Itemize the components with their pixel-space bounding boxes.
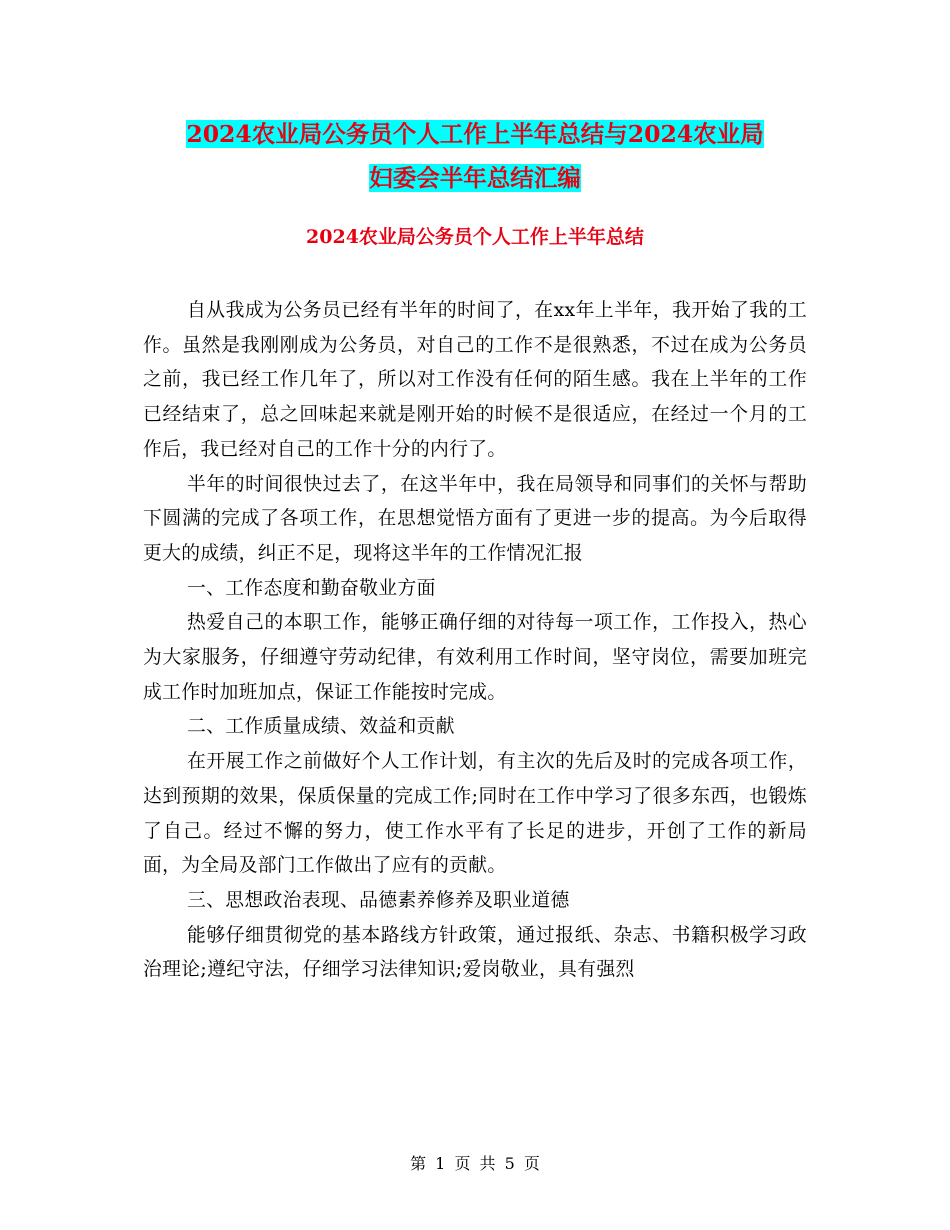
body-paragraph: 自从我成为公务员已经有半年的时间了，在xx年上半年，我开始了我的工作。虽然是我刚刚成为公务员，对自己的工作不是很熟悉，不过在成为公务员之前，我已经工作几年了，所以对工作没有任何的陌生感。我在上半年的工作已经结束了，总之回味起来就是刚开始的时候不是很适应，在经过一个月的工作后，我已经对自己的工作十分的内行了。 xyxy=(143,300,807,460)
section-title: 2024农业局公务员个人工作上半年总结 xyxy=(306,226,644,248)
body-paragraph: 在开展工作之前做好个人工作计划，有主次的先后及时的完成各项工作，达到预期的效果，保质保量的完成工作;同时在工作中学习了很多东西，也锻炼了自己。经过不懈的努力，使工作水平有了长足的进步，开创了工作的新局面，为全局及部门工作做出了应有的贡献。 xyxy=(143,751,807,877)
body-paragraph: 能够仔细贯彻党的基本路线方针政策，通过报纸、杂志、书籍积极学习政治理论;遵纪守法，仔细学习法律知识;爱岗敬业，具有强烈 xyxy=(143,924,807,981)
document-body xyxy=(143,294,807,988)
document-title-line-1: 2024农业局公务员个人工作上半年总结与2024农业局 xyxy=(186,120,764,148)
body-paragraph: 热爱自己的本职工作，能够正确仔细的对待每一项工作，工作投入，热心为大家服务，仔细遵守劳动纪律，有效利用工作时间，坚守岗位，需要加班完成工作时加班加点，保证工作能按时完成。 xyxy=(143,612,807,703)
section-heading: 二、工作质量成绩、效益和贡献 xyxy=(187,716,455,738)
document-title xyxy=(0,112,950,200)
page-number: 第 1 页 共 5 页 xyxy=(410,1154,540,1173)
document-title-line-2: 妇委会半年总结汇编 xyxy=(369,164,581,192)
section-heading: 三、思想政治表现、品德素养修养及职业道德 xyxy=(187,889,570,911)
body-paragraph: 半年的时间很快过去了，在这半年中，我在局领导和同事们的关怀与帮助下圆满的完成了各项工作，在思想觉悟方面有了更进一步的提高。为今后取得更大的成绩，纠正不足，现将这半年的工作情况汇报 xyxy=(143,473,807,564)
section-heading: 一、工作态度和勤奋敬业方面 xyxy=(187,577,436,599)
